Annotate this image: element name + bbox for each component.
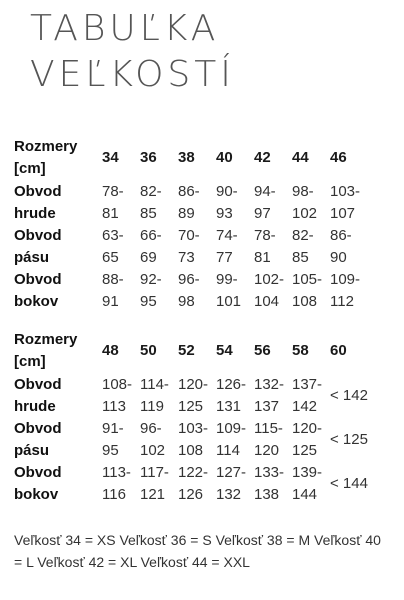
size-table-2 xyxy=(14,328,388,506)
row-label: Obvod hrude xyxy=(14,183,62,222)
table-cell: 96- 98 xyxy=(178,271,200,310)
row-label: Obvod pásu xyxy=(14,420,62,459)
table-cell: 133- 138 xyxy=(254,464,285,503)
size-legend-note: Veľkosť 34 = XS Veľkosť 36 = S Veľkosť 38 = M Veľkosť 40 = L Veľkosť 42 = XL Veľkosť 44 = XXL xyxy=(14,532,381,570)
table-cell: 88- 91 xyxy=(102,271,124,310)
table-cell: < 144 xyxy=(330,475,368,492)
table-cell: 127- 132 xyxy=(216,464,247,503)
table-cell: 103- 107 xyxy=(330,183,361,222)
table-cell: 117- 121 xyxy=(140,464,169,503)
table-row xyxy=(14,374,388,418)
title-line-2: VEĽKOSTÍ xyxy=(30,54,235,95)
size-header: 56 xyxy=(254,342,271,359)
size-header: 46 xyxy=(330,149,347,166)
table-row xyxy=(14,269,388,313)
table-row xyxy=(14,225,388,269)
size-header: 44 xyxy=(292,149,309,166)
size-header: 48 xyxy=(102,342,119,359)
table-cell: 120- 125 xyxy=(178,376,209,415)
table-cell: 78- 81 xyxy=(102,183,124,222)
table-cell: 70- 73 xyxy=(178,227,200,266)
table-cell: < 125 xyxy=(330,431,368,448)
row-label: Obvod pásu xyxy=(14,227,62,266)
page-title xyxy=(30,6,235,98)
size-header: 34 xyxy=(102,149,119,166)
table-header-row xyxy=(14,135,388,181)
table-cell: 108- 113 xyxy=(102,376,133,415)
table-cell: 82- 85 xyxy=(292,227,314,266)
size-header: 36 xyxy=(140,149,157,166)
header-label: Rozmery [cm] xyxy=(14,331,78,370)
table-cell: 91- 95 xyxy=(102,420,124,459)
table-cell: 105- 108 xyxy=(292,271,323,310)
table-row xyxy=(14,181,388,225)
table-row xyxy=(14,462,388,506)
table-cell: 92- 95 xyxy=(140,271,162,310)
table-cell: 66- 69 xyxy=(140,227,162,266)
size-header: 50 xyxy=(140,342,157,359)
size-table-1 xyxy=(14,135,388,313)
header-label: Rozmery [cm] xyxy=(14,138,78,177)
table-cell: 74- 77 xyxy=(216,227,238,266)
table-cell: 103- 108 xyxy=(178,420,209,459)
table-cell: 122- 126 xyxy=(178,464,209,503)
size-header: 58 xyxy=(292,342,309,359)
table-cell: 63- 65 xyxy=(102,227,124,266)
table-cell: 82- 85 xyxy=(140,183,162,222)
table-cell: 120- 125 xyxy=(292,420,323,459)
size-header: 52 xyxy=(178,342,195,359)
table-cell: 109- 114 xyxy=(216,420,247,459)
table-cell: 115- 120 xyxy=(254,420,283,459)
table-cell: 99- 101 xyxy=(216,271,242,310)
table-cell: 109- 112 xyxy=(330,271,361,310)
row-label: Obvod bokov xyxy=(14,271,62,310)
size-header: 60 xyxy=(330,342,347,359)
size-header: 40 xyxy=(216,149,233,166)
table-cell: 94- 97 xyxy=(254,183,276,222)
table-cell: 96- 102 xyxy=(140,420,166,459)
table-cell: 86- 90 xyxy=(330,227,352,266)
table-cell: 139- 144 xyxy=(292,464,323,503)
table-cell: 90- 93 xyxy=(216,183,238,222)
size-header: 38 xyxy=(178,149,195,166)
table-cell: 86- 89 xyxy=(178,183,200,222)
title-line-1: TABUĽKA xyxy=(30,8,220,49)
size-header: 54 xyxy=(216,342,233,359)
row-label: Obvod bokov xyxy=(14,464,62,503)
table-cell: 126- 131 xyxy=(216,376,247,415)
table-cell: 137- 142 xyxy=(292,376,323,415)
row-label: Obvod hrude xyxy=(14,376,62,415)
table-cell: < 142 xyxy=(330,387,368,404)
table-cell: 113- 116 xyxy=(102,464,131,503)
table-cell: 98- 102 xyxy=(292,183,318,222)
table-header-row xyxy=(14,328,388,374)
table-cell: 114- 119 xyxy=(140,376,169,415)
table-row xyxy=(14,418,388,462)
table-cell: 132- 137 xyxy=(254,376,285,415)
table-cell: 78-81 xyxy=(254,227,276,266)
table-cell: 102- 104 xyxy=(254,271,285,310)
size-header: 42 xyxy=(254,149,271,166)
